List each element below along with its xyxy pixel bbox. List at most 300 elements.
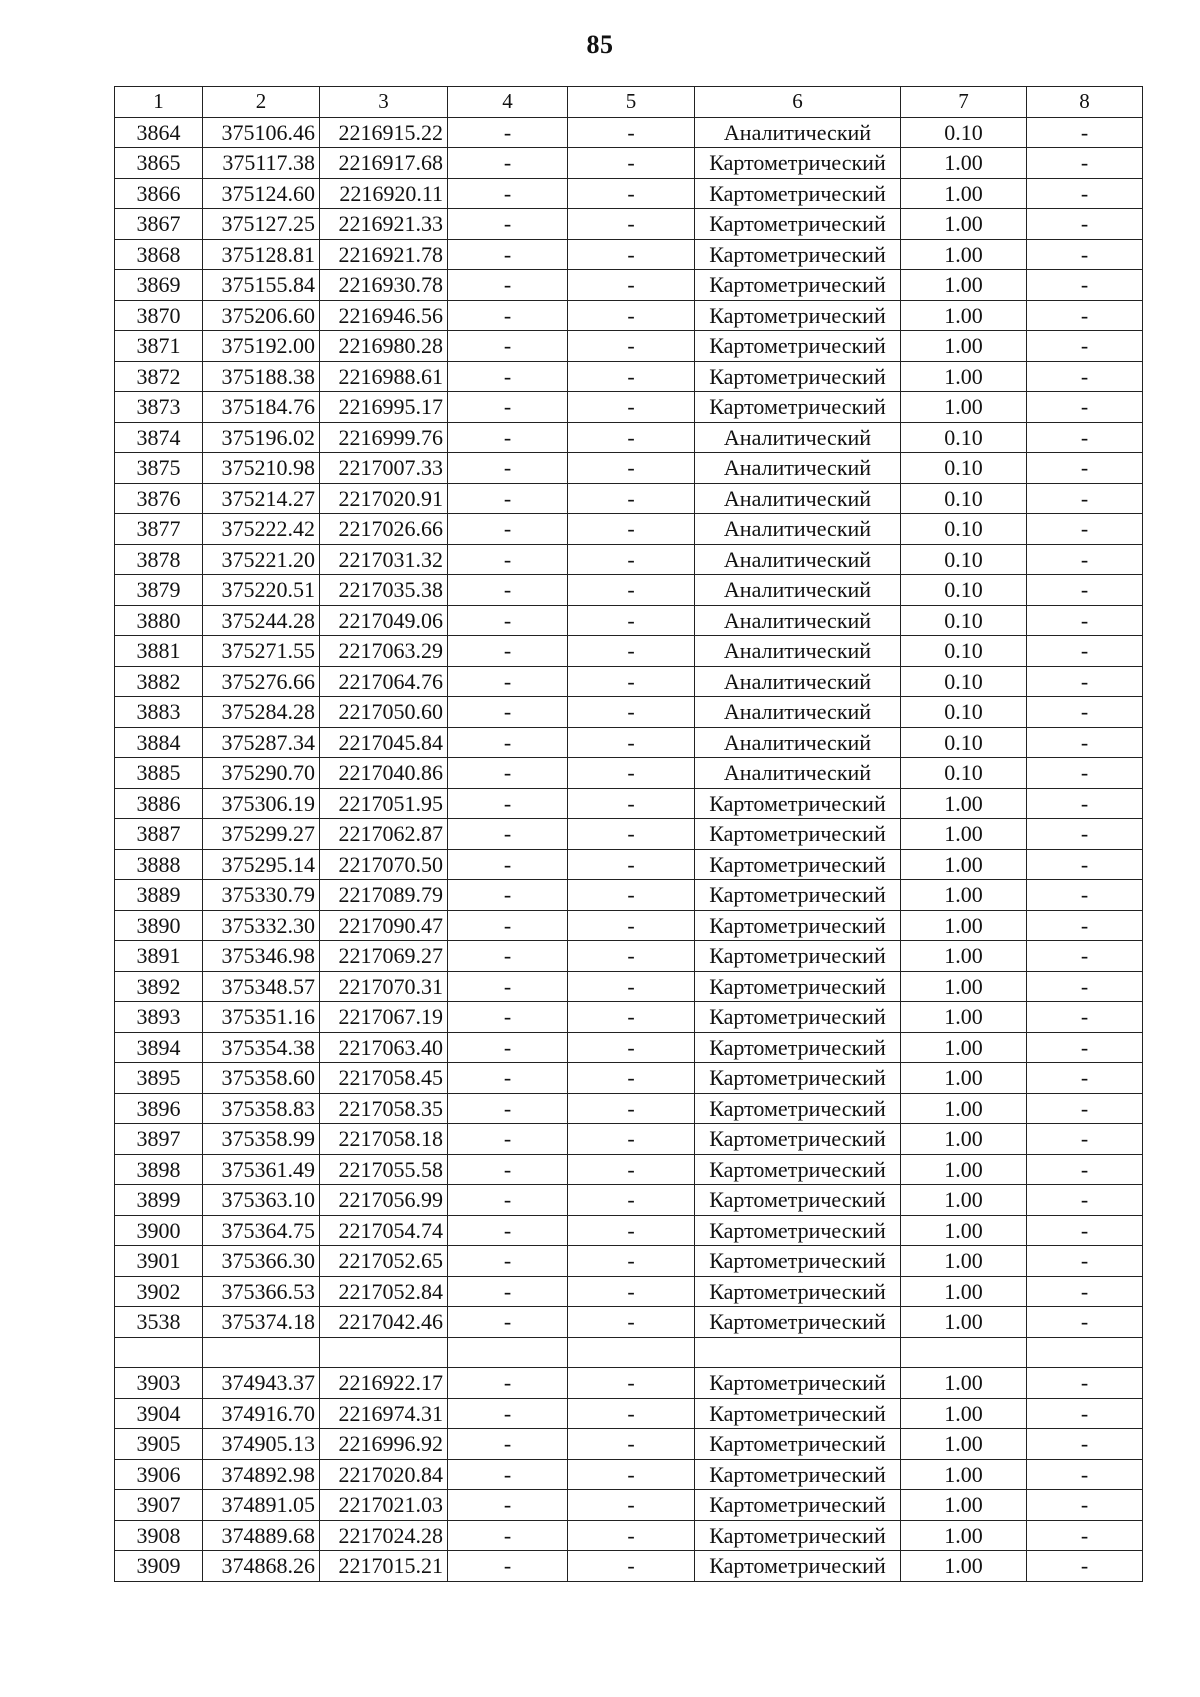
x-coordinate-cell: 375214.27 [203,483,320,514]
accuracy-cell: 1.00 [901,1551,1027,1582]
method-cell [695,1337,901,1368]
point-number-cell: 3893 [115,1002,203,1033]
point-number-cell: 3900 [115,1215,203,1246]
col8-cell: - [1027,1490,1143,1521]
col8-cell: - [1027,971,1143,1002]
col5-cell: - [568,361,695,392]
x-coordinate-cell: 375351.16 [203,1002,320,1033]
col5-cell: - [568,666,695,697]
col8-cell: - [1027,361,1143,392]
table-row [115,514,1143,545]
method-cell: Аналитический [695,483,901,514]
col5-cell: - [568,392,695,423]
point-number-cell: 3873 [115,392,203,423]
table-row [115,819,1143,850]
table-row [115,1551,1143,1582]
accuracy-cell: 1.00 [901,1063,1027,1094]
y-coordinate-cell: 2217055.58 [320,1154,448,1185]
y-coordinate-cell: 2216974.31 [320,1398,448,1429]
col8-cell: - [1027,1154,1143,1185]
col8-cell: - [1027,605,1143,636]
col4-cell: - [448,1276,568,1307]
col5-cell: - [568,1490,695,1521]
method-cell: Картометрический [695,1063,901,1094]
y-coordinate-cell: 2217063.29 [320,636,448,667]
col8-cell: - [1027,1429,1143,1460]
col4-cell: - [448,1032,568,1063]
point-number-cell: 3877 [115,514,203,545]
y-coordinate-cell: 2217026.66 [320,514,448,545]
col8-cell: - [1027,239,1143,270]
accuracy-cell: 0.10 [901,453,1027,484]
column-header: 6 [695,87,901,118]
y-coordinate-cell: 2216988.61 [320,361,448,392]
table-row [115,1276,1143,1307]
table-row [115,1185,1143,1216]
accuracy-cell [901,1337,1027,1368]
col4-cell: - [448,636,568,667]
y-coordinate-cell: 2217070.31 [320,971,448,1002]
method-cell: Картометрический [695,910,901,941]
col8-cell: - [1027,910,1143,941]
col5-cell: - [568,331,695,362]
y-coordinate-cell: 2216980.28 [320,331,448,362]
method-cell: Аналитический [695,117,901,148]
x-coordinate-cell: 375155.84 [203,270,320,301]
accuracy-cell: 1.00 [901,1124,1027,1155]
y-coordinate-cell: 2217062.87 [320,819,448,850]
y-coordinate-cell: 2216946.56 [320,300,448,331]
method-cell: Картометрический [695,941,901,972]
method-cell: Картометрический [695,1490,901,1521]
table-row [115,1093,1143,1124]
col8-cell: - [1027,209,1143,240]
method-cell: Аналитический [695,453,901,484]
point-number-cell: 3891 [115,941,203,972]
col4-cell: - [448,575,568,606]
method-cell: Аналитический [695,697,901,728]
col4-cell: - [448,1185,568,1216]
method-cell: Картометрический [695,1551,901,1582]
y-coordinate-cell: 2216996.92 [320,1429,448,1460]
accuracy-cell: 1.00 [901,331,1027,362]
method-cell: Аналитический [695,422,901,453]
col4-cell: - [448,849,568,880]
point-number-cell: 3904 [115,1398,203,1429]
col8-cell: - [1027,788,1143,819]
col5-cell: - [568,1063,695,1094]
col8-cell: - [1027,453,1143,484]
table-row [115,1215,1143,1246]
point-number-cell: 3892 [115,971,203,1002]
method-cell: Картометрический [695,1459,901,1490]
table-row [115,1154,1143,1185]
y-coordinate-cell: 2217069.27 [320,941,448,972]
method-cell: Картометрический [695,1368,901,1399]
col8-cell: - [1027,148,1143,179]
column-header: 3 [320,87,448,118]
accuracy-cell: 1.00 [901,1398,1027,1429]
point-number-cell: 3894 [115,1032,203,1063]
x-coordinate-cell: 375366.30 [203,1246,320,1277]
method-cell: Картометрический [695,1215,901,1246]
table-row [115,209,1143,240]
col4-cell: - [448,1063,568,1094]
column-header: 7 [901,87,1027,118]
column-header: 2 [203,87,320,118]
col8-cell: - [1027,1459,1143,1490]
method-cell: Картометрический [695,1185,901,1216]
y-coordinate-cell: 2217058.45 [320,1063,448,1094]
column-header: 4 [448,87,568,118]
col4-cell: - [448,1429,568,1460]
page-number: 85 [586,30,614,59]
table-row [115,910,1143,941]
y-coordinate-cell: 2217045.84 [320,727,448,758]
col8-cell: - [1027,1124,1143,1155]
col5-cell: - [568,1368,695,1399]
col8-cell: - [1027,1185,1143,1216]
column-header: 1 [115,87,203,118]
accuracy-cell: 1.00 [901,788,1027,819]
x-coordinate-cell: 375196.02 [203,422,320,453]
col4-cell: - [448,1215,568,1246]
col5-cell: - [568,239,695,270]
point-number-cell: 3908 [115,1520,203,1551]
method-cell: Картометрический [695,819,901,850]
col4-cell: - [448,880,568,911]
table-row [115,178,1143,209]
x-coordinate-cell: 375221.20 [203,544,320,575]
x-coordinate-cell: 375284.28 [203,697,320,728]
point-number-cell: 3888 [115,849,203,880]
point-number-cell: 3881 [115,636,203,667]
x-coordinate-cell: 374889.68 [203,1520,320,1551]
method-cell: Картометрический [695,1307,901,1338]
col4-cell: - [448,819,568,850]
col4-cell: - [448,666,568,697]
accuracy-cell: 0.10 [901,422,1027,453]
accuracy-cell: 0.10 [901,758,1027,789]
y-coordinate-cell: 2217058.35 [320,1093,448,1124]
method-cell: Картометрический [695,1002,901,1033]
point-number-cell: 3879 [115,575,203,606]
col8-cell: - [1027,300,1143,331]
col8-cell: - [1027,1093,1143,1124]
table-row [115,300,1143,331]
point-number-cell: 3871 [115,331,203,362]
y-coordinate-cell: 2217020.91 [320,483,448,514]
accuracy-cell: 1.00 [901,1520,1027,1551]
col4-cell: - [448,1093,568,1124]
point-number-cell: 3876 [115,483,203,514]
table-row [115,666,1143,697]
table-row [115,849,1143,880]
x-coordinate-cell: 375358.83 [203,1093,320,1124]
point-number-cell: 3865 [115,148,203,179]
x-coordinate-cell: 375374.18 [203,1307,320,1338]
col4-cell: - [448,727,568,758]
x-coordinate-cell: 374943.37 [203,1368,320,1399]
table-row [115,1002,1143,1033]
method-cell: Картометрический [695,209,901,240]
col8-cell: - [1027,636,1143,667]
x-coordinate-cell: 374891.05 [203,1490,320,1521]
col5-cell: - [568,178,695,209]
point-number-cell: 3885 [115,758,203,789]
col4-cell: - [448,422,568,453]
y-coordinate-cell: 2216995.17 [320,392,448,423]
y-coordinate-cell: 2217064.76 [320,666,448,697]
accuracy-cell: 1.00 [901,1307,1027,1338]
col8-cell: - [1027,1032,1143,1063]
col4-cell: - [448,697,568,728]
col8-cell: - [1027,1520,1143,1551]
method-cell: Аналитический [695,605,901,636]
accuracy-cell: 1.00 [901,1185,1027,1216]
table-row [115,1368,1143,1399]
x-coordinate-cell: 374868.26 [203,1551,320,1582]
x-coordinate-cell: 375290.70 [203,758,320,789]
col8-cell: - [1027,117,1143,148]
y-coordinate-cell: 2217031.32 [320,544,448,575]
x-coordinate-cell: 375358.99 [203,1124,320,1155]
x-coordinate-cell: 375117.38 [203,148,320,179]
col8-cell: - [1027,514,1143,545]
x-coordinate-cell: 375271.55 [203,636,320,667]
accuracy-cell: 1.00 [901,910,1027,941]
method-cell: Картометрический [695,1124,901,1155]
y-coordinate-cell: 2216922.17 [320,1368,448,1399]
x-coordinate-cell: 375276.66 [203,666,320,697]
method-cell: Аналитический [695,514,901,545]
col5-cell: - [568,849,695,880]
accuracy-cell: 0.10 [901,666,1027,697]
col8-cell: - [1027,1398,1143,1429]
col8-cell: - [1027,819,1143,850]
y-coordinate-cell: 2217052.65 [320,1246,448,1277]
table-row [115,971,1143,1002]
x-coordinate-cell: 375330.79 [203,880,320,911]
table-row [115,1032,1143,1063]
point-number-cell: 3909 [115,1551,203,1582]
point-number-cell: 3883 [115,697,203,728]
table-row [115,880,1143,911]
table-row [115,575,1143,606]
table-row [115,239,1143,270]
x-coordinate-cell: 375106.46 [203,117,320,148]
accuracy-cell: 0.10 [901,636,1027,667]
x-coordinate-cell: 375124.60 [203,178,320,209]
col4-cell: - [448,1551,568,1582]
table-row [115,788,1143,819]
table-row [115,1429,1143,1460]
y-coordinate-cell: 2216917.68 [320,148,448,179]
table-body [115,87,1143,1582]
x-coordinate-cell: 375363.10 [203,1185,320,1216]
col4-cell: - [448,178,568,209]
col8-cell: - [1027,544,1143,575]
col5-cell: - [568,1551,695,1582]
col5-cell: - [568,1246,695,1277]
col4-cell: - [448,910,568,941]
x-coordinate-cell: 375358.60 [203,1063,320,1094]
x-coordinate-cell: 375332.30 [203,910,320,941]
col5-cell: - [568,453,695,484]
col5-cell: - [568,1124,695,1155]
col4-cell: - [448,1520,568,1551]
col5-cell: - [568,1398,695,1429]
point-number-cell: 3890 [115,910,203,941]
accuracy-cell: 1.00 [901,1276,1027,1307]
point-number-cell: 3898 [115,1154,203,1185]
y-coordinate-cell: 2216920.11 [320,178,448,209]
point-number-cell: 3897 [115,1124,203,1155]
y-coordinate-cell: 2217067.19 [320,1002,448,1033]
point-number-cell: 3867 [115,209,203,240]
table-header-row [115,87,1143,118]
coordinates-table [114,86,1143,1582]
col8-cell: - [1027,1215,1143,1246]
col5-cell: - [568,148,695,179]
accuracy-cell: 1.00 [901,270,1027,301]
method-cell: Картометрический [695,788,901,819]
point-number-cell: 3901 [115,1246,203,1277]
col5-cell: - [568,483,695,514]
col5-cell: - [568,758,695,789]
col4-cell: - [448,300,568,331]
x-coordinate-cell: 375220.51 [203,575,320,606]
x-coordinate-cell: 375206.60 [203,300,320,331]
method-cell: Аналитический [695,758,901,789]
method-cell: Картометрический [695,1276,901,1307]
y-coordinate-cell: 2217056.99 [320,1185,448,1216]
col5-cell: - [568,1429,695,1460]
col8-cell: - [1027,1002,1143,1033]
x-coordinate-cell: 375244.28 [203,605,320,636]
col4-cell: - [448,788,568,819]
x-coordinate-cell: 375210.98 [203,453,320,484]
y-coordinate-cell: 2217015.21 [320,1551,448,1582]
col5-cell: - [568,270,695,301]
col4-cell: - [448,148,568,179]
col4-cell: - [448,1002,568,1033]
accuracy-cell: 1.00 [901,361,1027,392]
col4-cell: - [448,544,568,575]
col5-cell: - [568,1215,695,1246]
accuracy-cell: 0.10 [901,697,1027,728]
y-coordinate-cell: 2217070.50 [320,849,448,880]
x-coordinate-cell: 375192.00 [203,331,320,362]
x-coordinate-cell [203,1337,320,1368]
col5-cell: - [568,910,695,941]
y-coordinate-cell: 2217051.95 [320,788,448,819]
point-number-cell: 3889 [115,880,203,911]
col8-cell: - [1027,849,1143,880]
method-cell: Картометрический [695,178,901,209]
x-coordinate-cell: 374916.70 [203,1398,320,1429]
accuracy-cell: 1.00 [901,941,1027,972]
point-number-cell: 3896 [115,1093,203,1124]
accuracy-cell: 1.00 [901,300,1027,331]
accuracy-cell: 1.00 [901,1002,1027,1033]
table-row [115,1307,1143,1338]
point-number-cell: 3899 [115,1185,203,1216]
table-row [115,544,1143,575]
col4-cell: - [448,117,568,148]
y-coordinate-cell: 2217020.84 [320,1459,448,1490]
col4-cell: - [448,453,568,484]
col4-cell: - [448,270,568,301]
accuracy-cell: 1.00 [901,819,1027,850]
col5-cell: - [568,209,695,240]
accuracy-cell: 1.00 [901,1368,1027,1399]
point-number-cell: 3905 [115,1429,203,1460]
col8-cell: - [1027,1368,1143,1399]
x-coordinate-cell: 375366.53 [203,1276,320,1307]
table-row [115,605,1143,636]
y-coordinate-cell: 2216930.78 [320,270,448,301]
column-header: 5 [568,87,695,118]
col4-cell: - [448,209,568,240]
method-cell: Картометрический [695,1246,901,1277]
col4-cell: - [448,1124,568,1155]
y-coordinate-cell: 2217090.47 [320,910,448,941]
point-number-cell: 3903 [115,1368,203,1399]
accuracy-cell: 0.10 [901,575,1027,606]
y-coordinate-cell: 2217035.38 [320,575,448,606]
accuracy-cell: 1.00 [901,849,1027,880]
accuracy-cell: 1.00 [901,1246,1027,1277]
x-coordinate-cell: 375306.19 [203,788,320,819]
point-number-cell: 3907 [115,1490,203,1521]
point-number-cell [115,1337,203,1368]
method-cell: Картометрический [695,270,901,301]
table-row [115,483,1143,514]
method-cell: Картометрический [695,148,901,179]
col5-cell: - [568,1002,695,1033]
point-number-cell: 3887 [115,819,203,850]
accuracy-cell: 0.10 [901,483,1027,514]
col4-cell: - [448,1307,568,1338]
method-cell: Картометрический [695,849,901,880]
col8-cell: - [1027,1246,1143,1277]
table-row [115,758,1143,789]
y-coordinate-cell: 2216915.22 [320,117,448,148]
col4-cell: - [448,483,568,514]
col8-cell: - [1027,880,1143,911]
x-coordinate-cell: 375188.38 [203,361,320,392]
accuracy-cell: 1.00 [901,880,1027,911]
x-coordinate-cell: 374905.13 [203,1429,320,1460]
point-number-cell: 3882 [115,666,203,697]
table-row [115,1063,1143,1094]
x-coordinate-cell: 375364.75 [203,1215,320,1246]
y-coordinate-cell: 2217058.18 [320,1124,448,1155]
col4-cell: - [448,361,568,392]
y-coordinate-cell: 2216921.33 [320,209,448,240]
accuracy-cell: 0.10 [901,727,1027,758]
x-coordinate-cell: 375127.25 [203,209,320,240]
method-cell: Аналитический [695,666,901,697]
col4-cell: - [448,941,568,972]
col8-cell: - [1027,727,1143,758]
col5-cell: - [568,1093,695,1124]
accuracy-cell: 1.00 [901,148,1027,179]
col8-cell: - [1027,1276,1143,1307]
method-cell: Картометрический [695,300,901,331]
accuracy-cell: 0.10 [901,605,1027,636]
